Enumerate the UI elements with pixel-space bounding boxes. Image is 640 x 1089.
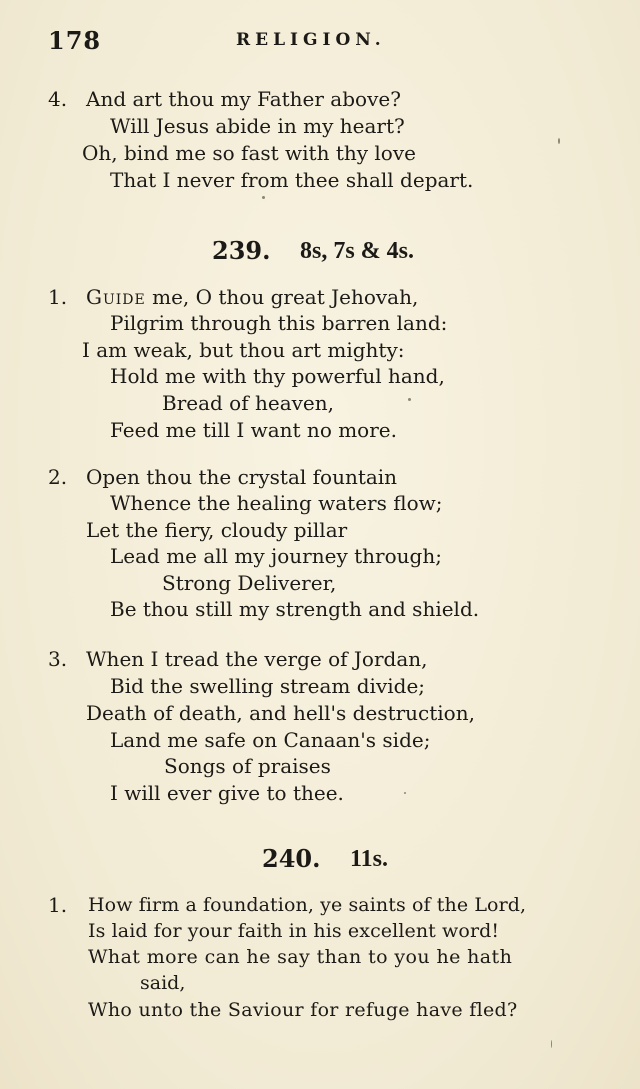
running-head: RELIGION.: [236, 30, 386, 50]
hymn-meter: 11s.: [350, 846, 389, 872]
print-speck: [558, 138, 560, 144]
print-speck: [408, 398, 411, 401]
verse-line: Let the fiery, cloudy pillar: [86, 518, 348, 542]
verse-line: Pilgrim through this barren land:: [110, 311, 448, 335]
hymn-meter: 8s, 7s & 4s.: [300, 238, 415, 264]
verse-line: Strong Deliverer,: [162, 571, 337, 595]
verse-line: Songs of praises: [164, 754, 331, 778]
verse-line: Death of death, and hell's destruction,: [86, 701, 475, 725]
print-speck: [404, 792, 406, 794]
hymn-number: 240.: [262, 844, 321, 873]
verse-line: Bread of heaven,: [162, 391, 334, 415]
first-word: Guide: [86, 285, 146, 309]
verse-line: Oh, bind me so fast with thy love: [82, 141, 416, 165]
stanza-number: 1.: [48, 893, 68, 917]
verse-line: Be thou still my strength and shield.: [110, 597, 480, 621]
verse-line: Is laid for your faith in his excellent word!: [88, 920, 500, 942]
verse-line: Who unto the Saviour for refuge have fled?: [88, 999, 518, 1021]
verse-line: And art thou my Father above?: [86, 87, 401, 111]
verse-line: How firm a foundation, ye saints of the Lord,: [88, 894, 527, 916]
verse-line: Whence the healing waters flow;: [110, 491, 443, 515]
page-header: [48, 26, 608, 56]
verse-line: said,: [140, 972, 186, 994]
verse-line: Hold me with thy powerful hand,: [110, 364, 445, 388]
verse-line: Feed me till I want no more.: [110, 418, 397, 442]
print-speck: [262, 196, 265, 199]
verse-line: When I tread the verge of Jordan,: [86, 647, 428, 671]
stanza-number: 3.: [48, 647, 68, 671]
verse-line-rest: me, O thou great Jehovah,: [145, 285, 419, 309]
print-speck: [551, 1040, 552, 1048]
verse-line: I will ever give to thee.: [110, 781, 344, 805]
verse-line: [86, 284, 418, 310]
verse-line: That I never from thee shall depart.: [110, 168, 474, 192]
verse-line: What more can he say than to you he hath: [88, 946, 513, 968]
hymn-number: 239.: [212, 236, 271, 265]
stanza-number: 1.: [48, 285, 68, 309]
stanza-number: 4.: [48, 87, 68, 111]
stanza-number: 2.: [48, 465, 68, 489]
page-number: 178: [48, 26, 102, 55]
verse-line: Open thou the crystal fountain: [86, 465, 398, 489]
verse-line: Land me safe on Canaan's side;: [110, 728, 431, 752]
verse-line: I am weak, but thou art mighty:: [82, 338, 405, 362]
verse-line: Will Jesus abide in my heart?: [110, 114, 405, 138]
verse-line: Bid the swelling stream divide;: [110, 674, 426, 698]
verse-line: Lead me all my journey through;: [110, 544, 442, 568]
